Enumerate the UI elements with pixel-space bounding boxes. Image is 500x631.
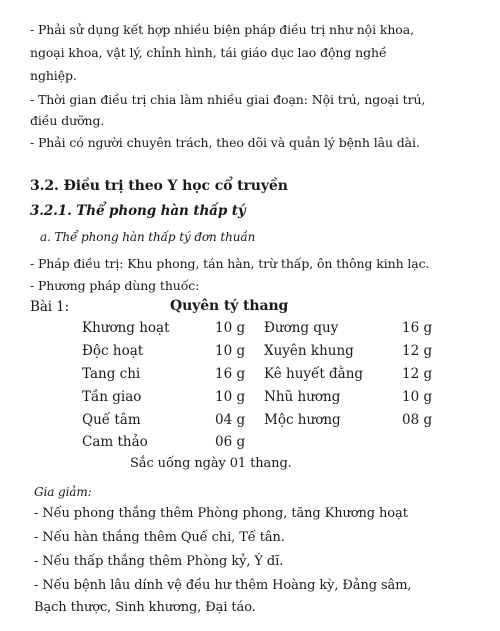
subsection-heading: 3.2.1. Thể phong hàn thấp tý bbox=[30, 203, 246, 219]
herb-dose: 16 g bbox=[215, 366, 246, 382]
herb-dose: 16 g bbox=[402, 320, 433, 336]
subheading-a: a. Thể phong hàn thấp tý đơn thuần bbox=[40, 230, 256, 244]
herb-name: Tần giao bbox=[82, 389, 142, 405]
intro-line-5: điều dưỡng. bbox=[30, 113, 105, 128]
herb-dose: 10 g bbox=[402, 389, 433, 405]
gia-giam-label: Gia giảm: bbox=[34, 485, 92, 499]
herb-dose: 10 g bbox=[215, 320, 246, 336]
intro-line-4: - Thời gian điều trị chia làm nhiều giai đoạn: Nội trú, ngoại trú, bbox=[30, 92, 426, 107]
herb-dose: 12 g bbox=[402, 343, 433, 359]
herb-dose: 12 g bbox=[402, 366, 433, 382]
gia-giam-item-continued: Bạch thược, Sinh khương, Đại táo. bbox=[34, 600, 256, 615]
treatment-method: - Pháp điều trị: Khu phong, tán hàn, trừ thấp, ôn thông kinh lạc. bbox=[30, 256, 430, 271]
recipe-instructions: Sắc uống ngày 01 thang. bbox=[130, 456, 292, 471]
herb-name: Độc hoạt bbox=[82, 343, 144, 359]
herb-name: Khương hoạt bbox=[82, 320, 170, 336]
gia-giam-item: - Nếu bệnh lâu dính vệ đều hư thêm Hoàng kỳ, Đảng sâm, bbox=[34, 578, 412, 593]
herb-dose: 10 g bbox=[215, 343, 246, 359]
herb-dose: 04 g bbox=[215, 412, 246, 428]
recipe-name: Quyên tý thang bbox=[170, 298, 289, 314]
herb-name: Cam thảo bbox=[82, 434, 148, 450]
herb-name: Tang chi bbox=[82, 366, 141, 382]
intro-line-3: nghiệp. bbox=[30, 68, 77, 83]
herb-name: Mộc hương bbox=[264, 412, 341, 428]
intro-line-1: - Phải sử dụng kết hợp nhiều biện pháp điều trị như nội khoa, bbox=[30, 22, 414, 37]
intro-line-6: - Phải có người chuyên trách, theo dõi và quản lý bệnh lâu dài. bbox=[30, 135, 420, 150]
herb-name: Xuyên khung bbox=[264, 343, 354, 359]
section-heading: 3.2. Điều trị theo Y học cổ truyền bbox=[30, 178, 288, 194]
herb-name: Đương quy bbox=[264, 320, 339, 336]
gia-giam-item: - Nếu hàn thắng thêm Quế chi, Tế tân. bbox=[34, 530, 285, 545]
herb-dose: 10 g bbox=[215, 389, 246, 405]
intro-line-2: ngoại khoa, vật lý, chỉnh hình, tái giáo dục lao động nghề bbox=[30, 45, 387, 60]
herb-dose: 08 g bbox=[402, 412, 433, 428]
herb-name: Kê huyết đằng bbox=[264, 366, 364, 382]
gia-giam-item: - Nếu thấp thắng thêm Phòng kỷ, Ý dĩ. bbox=[34, 554, 284, 569]
herb-dose: 06 g bbox=[215, 434, 246, 450]
herb-name: Quế tâm bbox=[82, 412, 141, 428]
drug-method: - Phương pháp dùng thuốc: bbox=[30, 278, 200, 293]
herb-name: Nhũ hương bbox=[264, 389, 341, 405]
recipe-label: Bài 1: bbox=[30, 299, 70, 315]
gia-giam-item: - Nếu phong thắng thêm Phòng phong, tăng Khương hoạt bbox=[34, 506, 408, 521]
